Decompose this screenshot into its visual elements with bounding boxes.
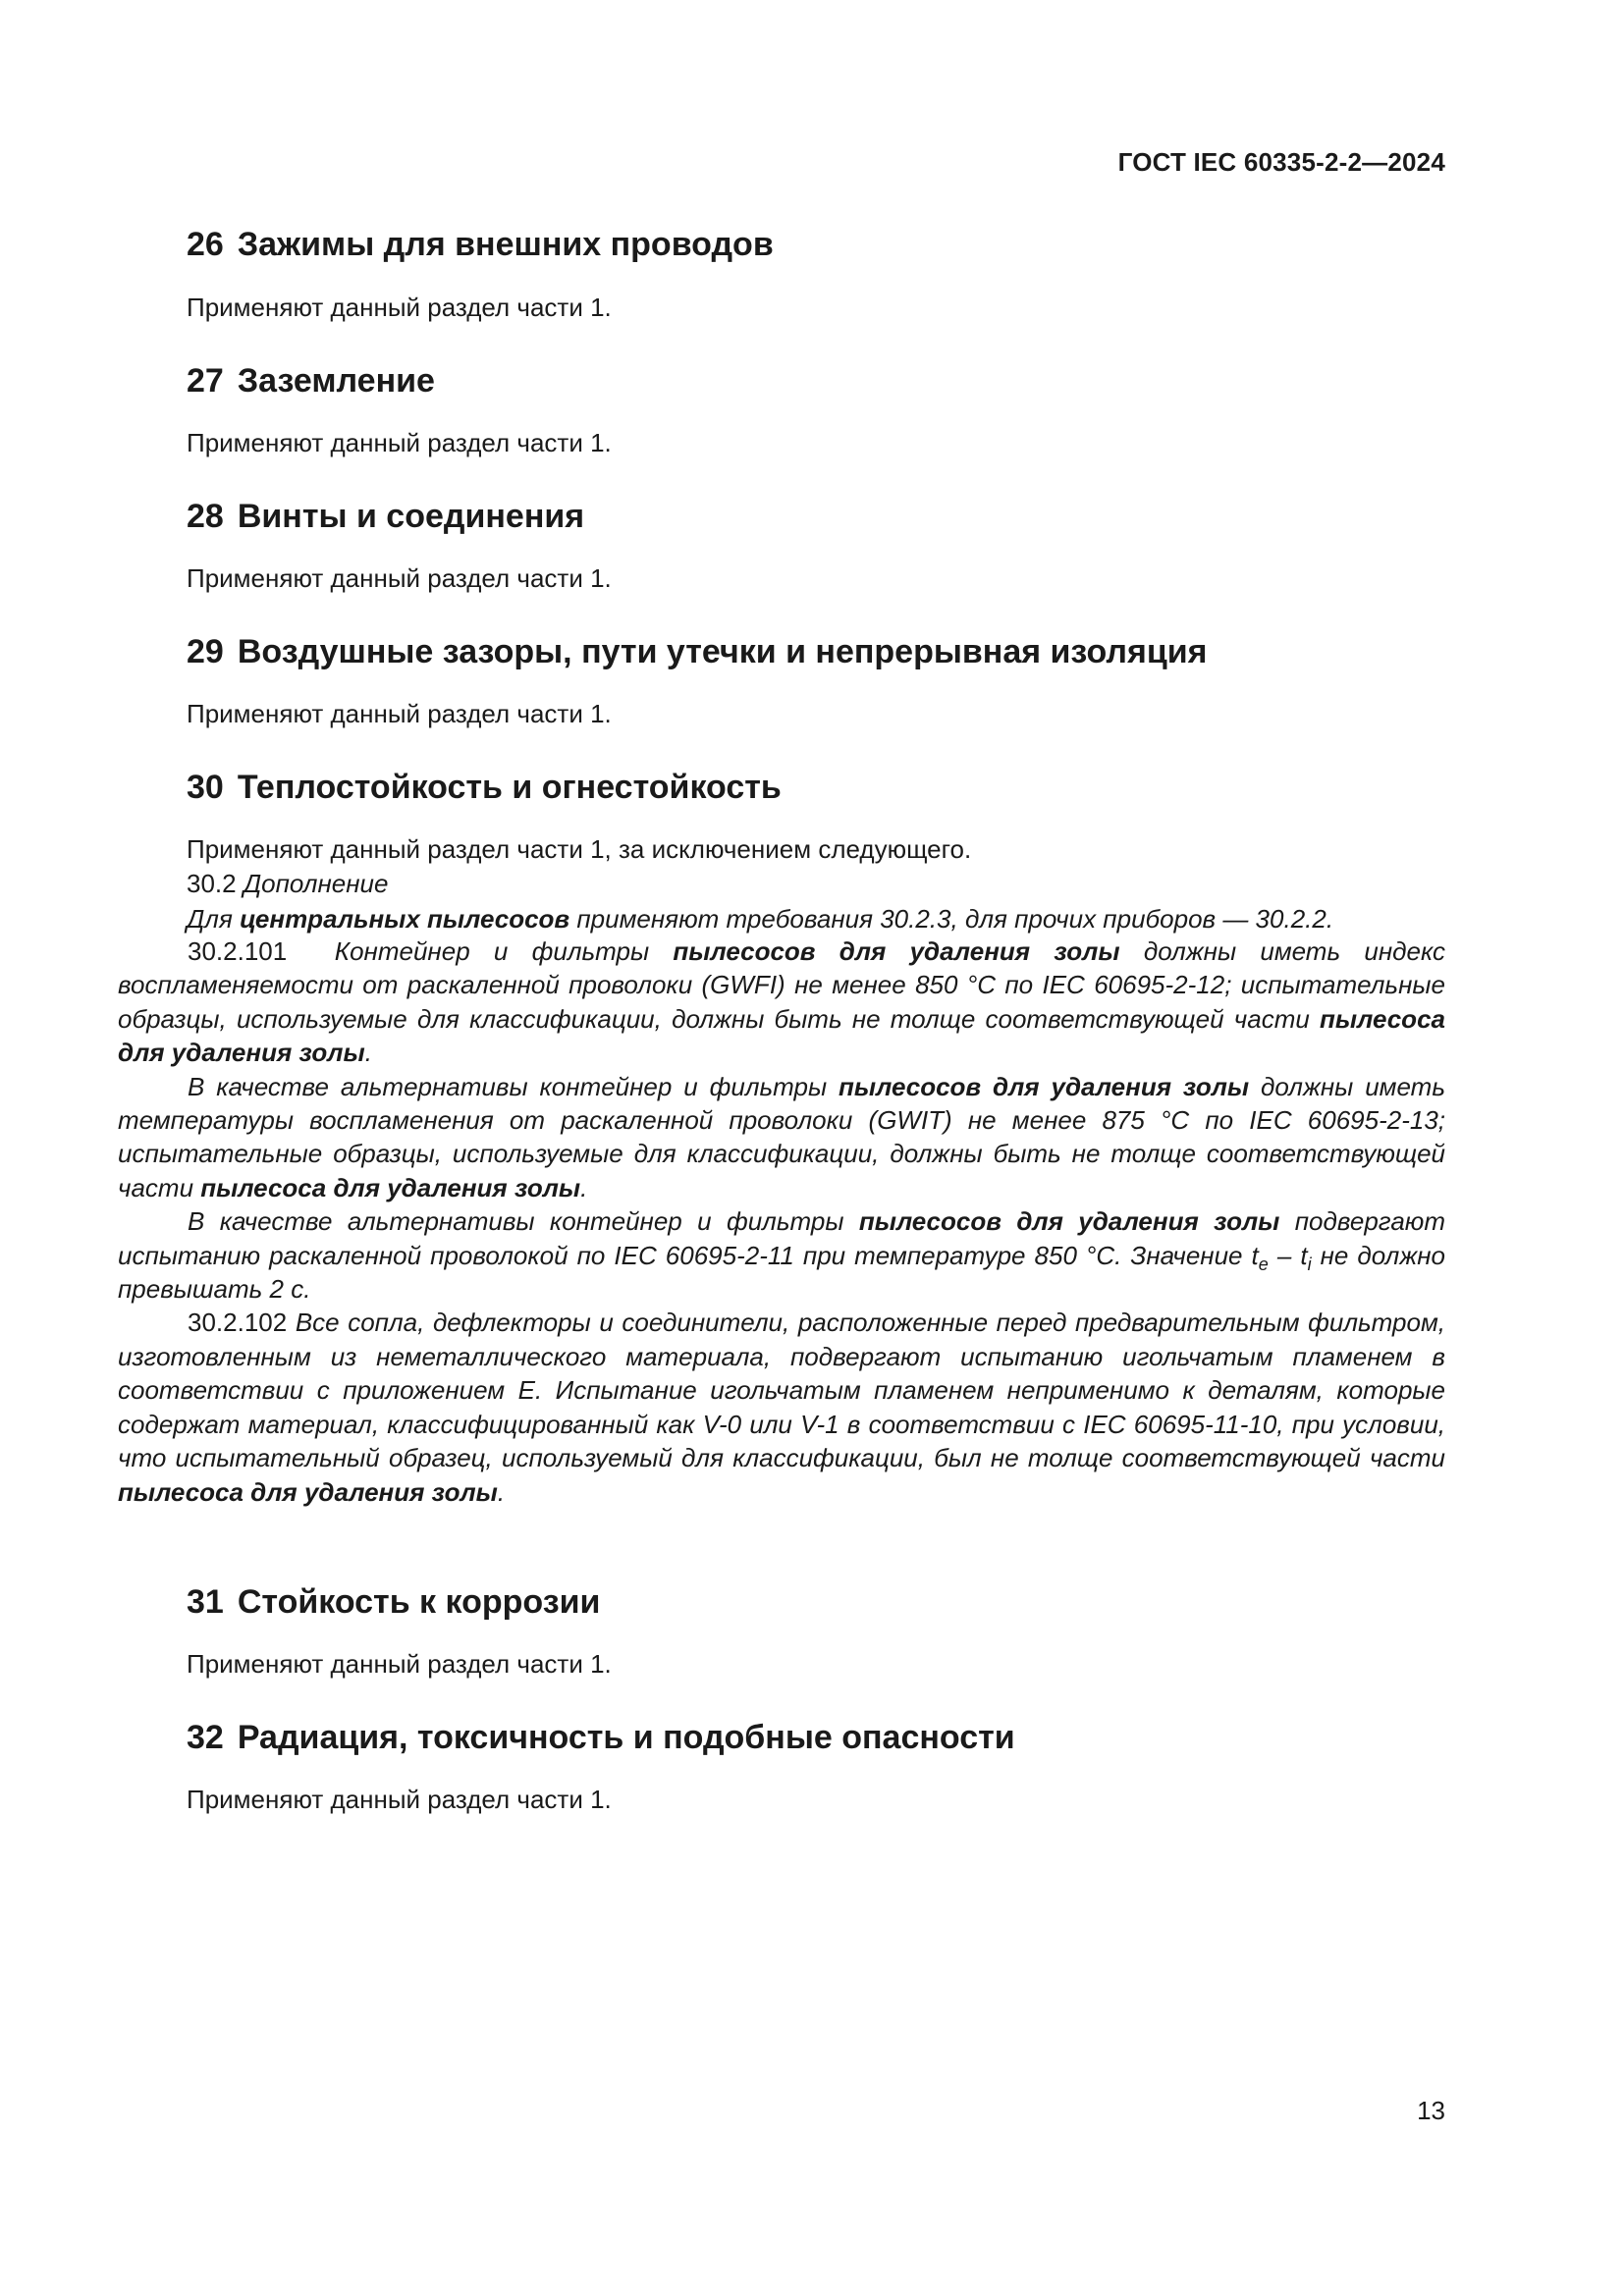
clause-30-2-text	[187, 904, 1333, 934]
section-title: Заземление	[237, 362, 435, 400]
clause-label: Дополнение	[243, 869, 389, 898]
text-run: .	[580, 1172, 588, 1202]
section-heading-29	[187, 633, 1207, 671]
clause-30-2	[187, 869, 388, 899]
section-number: 28	[187, 498, 224, 535]
section-30-intro: Применяют данный раздел части 1, за исключением следующего.	[187, 834, 972, 864]
subscript-e: e	[1258, 1254, 1269, 1274]
subscript-i: i	[1307, 1254, 1312, 1274]
section-number: 30	[187, 769, 224, 806]
section-heading-27	[187, 362, 435, 400]
section-heading-31	[187, 1583, 600, 1622]
section-heading-26	[187, 226, 774, 264]
text-run: должны иметь температуры воспламенения от раскаленной проволоки (GWIT) не менее 875 °C по IEC 60695-2-13; испытательные образцы, используемые для классификации, должны быть не толще соответствующей части	[118, 1071, 1445, 1202]
section-32-text: Применяют данный раздел части 1.	[187, 1785, 612, 1814]
text-run: .	[364, 1038, 372, 1068]
term-bold: пылесосов для удаления золы	[858, 1206, 1280, 1237]
clause-30-2-101	[118, 934, 1445, 1070]
term-bold: пылесоса для удаления золы	[200, 1172, 581, 1202]
text-run: подвергают испытанию раскаленной проволокой по IEC 60695-2-11 при температуре 850 °C. Значение	[118, 1206, 1445, 1270]
section-title: Радиация, токсичность и подобные опасности	[237, 1719, 1015, 1756]
alternative-glow-wire-test	[118, 1204, 1445, 1306]
section-heading-30	[187, 769, 782, 807]
text-run: В качестве альтернативы контейнер и фильтры	[188, 1206, 859, 1237]
section-30-body	[118, 934, 1445, 1509]
clause-number: 30.2.102	[188, 1308, 288, 1338]
text-run: .	[497, 1476, 506, 1507]
text-run: В качестве альтернативы контейнер и фильтры	[188, 1071, 839, 1101]
text-run: применяют требования 30.2.3, для прочих приборов — 30.2.2.	[569, 904, 1334, 934]
page-number: 13	[1417, 2096, 1445, 2125]
clause-number: 30.2.101	[188, 936, 288, 966]
section-title: Винты и соединения	[237, 498, 585, 535]
section-29-text: Применяют данный раздел части 1.	[187, 699, 612, 728]
section-number: 26	[187, 226, 224, 263]
section-27-text: Применяют данный раздел части 1.	[187, 428, 612, 457]
section-number: 27	[187, 362, 224, 400]
term-bold: центральных пылесосов	[240, 904, 570, 934]
section-28-text: Применяют данный раздел части 1.	[187, 563, 612, 593]
section-title: Зажимы для внешних проводов	[237, 226, 774, 263]
text-run: не должно превышать 2 с.	[118, 1240, 1445, 1305]
clause-number: 30.2	[187, 869, 237, 898]
symbol-t: t	[1251, 1240, 1259, 1270]
term-bold: пылесоса для удаления золы	[118, 1003, 1445, 1068]
section-heading-28	[187, 498, 584, 536]
section-title: Стойкость к коррозии	[237, 1583, 601, 1621]
text-run: –	[1268, 1240, 1301, 1270]
section-title: Теплостойкость и огнестойкость	[237, 769, 782, 806]
alternative-gwit	[118, 1070, 1445, 1205]
document-id: ГОСТ IEC 60335-2-2—2024	[1117, 147, 1445, 177]
section-heading-32	[187, 1719, 1015, 1757]
section-31-text: Применяют данный раздел части 1.	[187, 1649, 612, 1679]
text-run: Для	[187, 904, 241, 934]
section-title: Воздушные зазоры, пути утечки и непрерывная изоляция	[237, 633, 1208, 670]
section-number: 32	[187, 1719, 224, 1756]
section-number: 31	[187, 1583, 224, 1621]
symbol-t: t	[1300, 1240, 1308, 1270]
text-run: должны иметь индекс воспламеняемости от раскаленной проволоки (GWFI) не менее 850 °C по IEC 60695-2-12; испытательные образцы, используемые для классификации, должны быть не толще соответствующей части	[118, 936, 1445, 1034]
clause-30-2-102	[118, 1306, 1445, 1508]
section-26-text: Применяют данный раздел части 1.	[187, 293, 612, 322]
term-bold: пылесосов для удаления золы	[839, 1071, 1250, 1101]
text-run: Контейнер и фильтры	[334, 936, 674, 966]
section-number: 29	[187, 633, 224, 670]
term-bold: пылесосов для удаления золы	[673, 936, 1120, 966]
text-run: Все сопла, дефлекторы и соединители, расположенные перед предварительным фильтром, изготовленным из неметаллического материала, подвергают испытанию игольчатым пламенем в соответствии с приложением E. Испытание игольчатым пламенем неприменимо к деталям, которые содержат материал, классифицированный как V-0 или V-1 в соответствии с IEC 60695-11-10, при условии, что испытательный образец, используемый для классификации, был не толще соответствующей части	[118, 1308, 1445, 1473]
term-bold: пылесоса для удаления золы	[118, 1476, 498, 1507]
